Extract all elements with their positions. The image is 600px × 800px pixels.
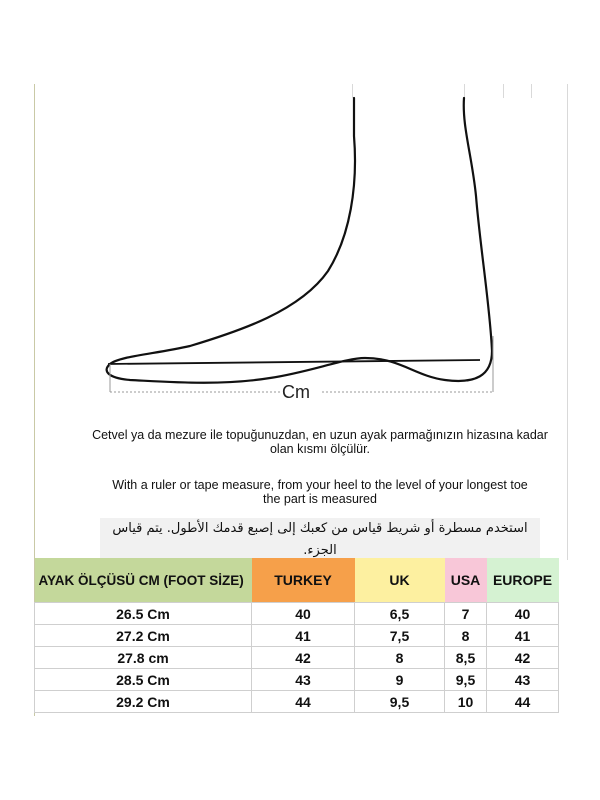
cell-cm: 28.5 Cm xyxy=(35,669,252,691)
foot-measurement-diagram xyxy=(100,96,500,406)
cell-uk: 7,5 xyxy=(355,625,445,647)
grid-line xyxy=(531,84,532,98)
foot-outline xyxy=(107,98,492,383)
turkish-line-1: Cetvel ya da mezure ile topuğunuzdan, en uzun ayak parmağınızın hizasına kadar xyxy=(92,428,548,442)
turkish-line-2: olan kısmı ölçülür. xyxy=(269,442,371,456)
cell-europe: 41 xyxy=(487,625,559,647)
cell-europe: 44 xyxy=(487,691,559,713)
cell-usa: 9,5 xyxy=(445,669,487,691)
table-header-row xyxy=(35,558,559,603)
arabic-instructions: استخدم مسطرة أو شريط قياس من كعبك إلى إصبع قدمك الأطول. يتم قياس الجزء. xyxy=(100,518,540,562)
cell-usa: 8,5 xyxy=(445,647,487,669)
turkish-instructions xyxy=(70,428,570,456)
english-line-2: the part is measured xyxy=(263,492,377,506)
table-row xyxy=(35,603,559,625)
table-row xyxy=(35,647,559,669)
header-europe: EUROPE xyxy=(487,558,559,603)
cell-uk: 6,5 xyxy=(355,603,445,625)
cell-cm: 27.8 cm xyxy=(35,647,252,669)
cell-uk: 8 xyxy=(355,647,445,669)
header-turkey: TURKEY xyxy=(252,558,355,603)
header-foot-size: AYAK ÖLÇÜSÜ CM (FOOT SİZE) xyxy=(35,558,252,603)
table-row xyxy=(35,625,559,647)
english-instructions xyxy=(70,478,570,506)
cell-europe: 43 xyxy=(487,669,559,691)
cell-turkey: 43 xyxy=(252,669,355,691)
measure-label: Cm xyxy=(282,382,310,402)
grid-line xyxy=(503,84,504,98)
cell-uk: 9,5 xyxy=(355,691,445,713)
header-usa: USA xyxy=(445,558,487,603)
cell-cm: 27.2 Cm xyxy=(35,625,252,647)
cell-turkey: 44 xyxy=(252,691,355,713)
cell-usa: 10 xyxy=(445,691,487,713)
cell-cm: 29.2 Cm xyxy=(35,691,252,713)
table-row xyxy=(35,691,559,713)
header-uk: UK xyxy=(355,558,445,603)
size-chart-table xyxy=(34,558,559,713)
toe-line xyxy=(108,360,480,364)
cell-cm: 26.5 Cm xyxy=(35,603,252,625)
english-line-1: With a ruler or tape measure, from your heel to the level of your longest toe xyxy=(112,478,528,492)
cell-europe: 40 xyxy=(487,603,559,625)
cell-uk: 9 xyxy=(355,669,445,691)
cell-usa: 8 xyxy=(445,625,487,647)
cell-turkey: 41 xyxy=(252,625,355,647)
cell-turkey: 40 xyxy=(252,603,355,625)
cell-europe: 42 xyxy=(487,647,559,669)
cell-usa: 7 xyxy=(445,603,487,625)
table-row xyxy=(35,669,559,691)
cell-turkey: 42 xyxy=(252,647,355,669)
